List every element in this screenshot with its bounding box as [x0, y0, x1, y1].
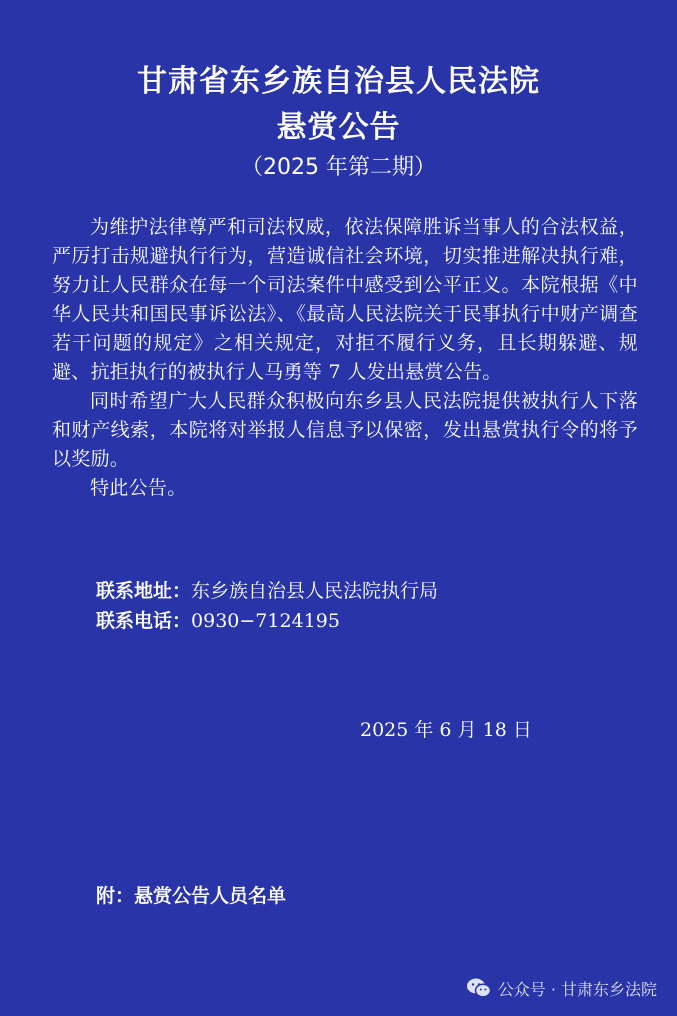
body-paragraph-1: 为维护法律尊严和司法权威，依法保障胜诉当事人的合法权益，严厉打击规避执行行为，营造诚信社会环境，切实推进解决执行难，努力让人民群众在每一个司法案件中感受到公平正义。本院根据《中华人民共和国民事诉讼法》、《最高人民法院关于民事执行中财产调查若干问题的规定》之相关规定，对拒不履行义务，且长期躲避、规避、抗拒执行的被执行人马勇等 7 人发出悬赏公告。: [52, 216, 638, 383]
contact-phone-value: 0930−7124195: [191, 610, 340, 632]
announcement-title: 悬赏公告: [276, 110, 401, 145]
contact-address-label: 联系地址：: [96, 580, 192, 602]
wechat-icon: [466, 977, 492, 999]
contact-phone: [96, 607, 340, 636]
watermark-text: 公众号 · 甘肃东乡法院: [497, 979, 657, 999]
announcement-date: 2025 年 6 月 18 日: [360, 719, 532, 741]
contact-address: [96, 577, 438, 606]
attachment-note: 附：悬赏公告人员名单: [96, 885, 287, 907]
watermark: [466, 974, 657, 1002]
announcement-body: [52, 213, 638, 503]
contact-address-value: 东乡族自治县人民法院执行局: [191, 580, 439, 602]
body-paragraph-2: 同时希望广大人民群众积极向东乡县人民法院提供被执行人下落和财产线索，本院将对举报人信息予以保密，发出悬赏执行令的将予以奖励。: [52, 390, 638, 470]
court-name-title: 甘肃省东乡族自治县人民法院: [137, 64, 540, 99]
issue-number: （2025 年第二期）: [241, 155, 436, 180]
contact-phone-label: 联系电话：: [96, 610, 192, 632]
body-paragraph-3: 特此公告。: [90, 477, 187, 499]
